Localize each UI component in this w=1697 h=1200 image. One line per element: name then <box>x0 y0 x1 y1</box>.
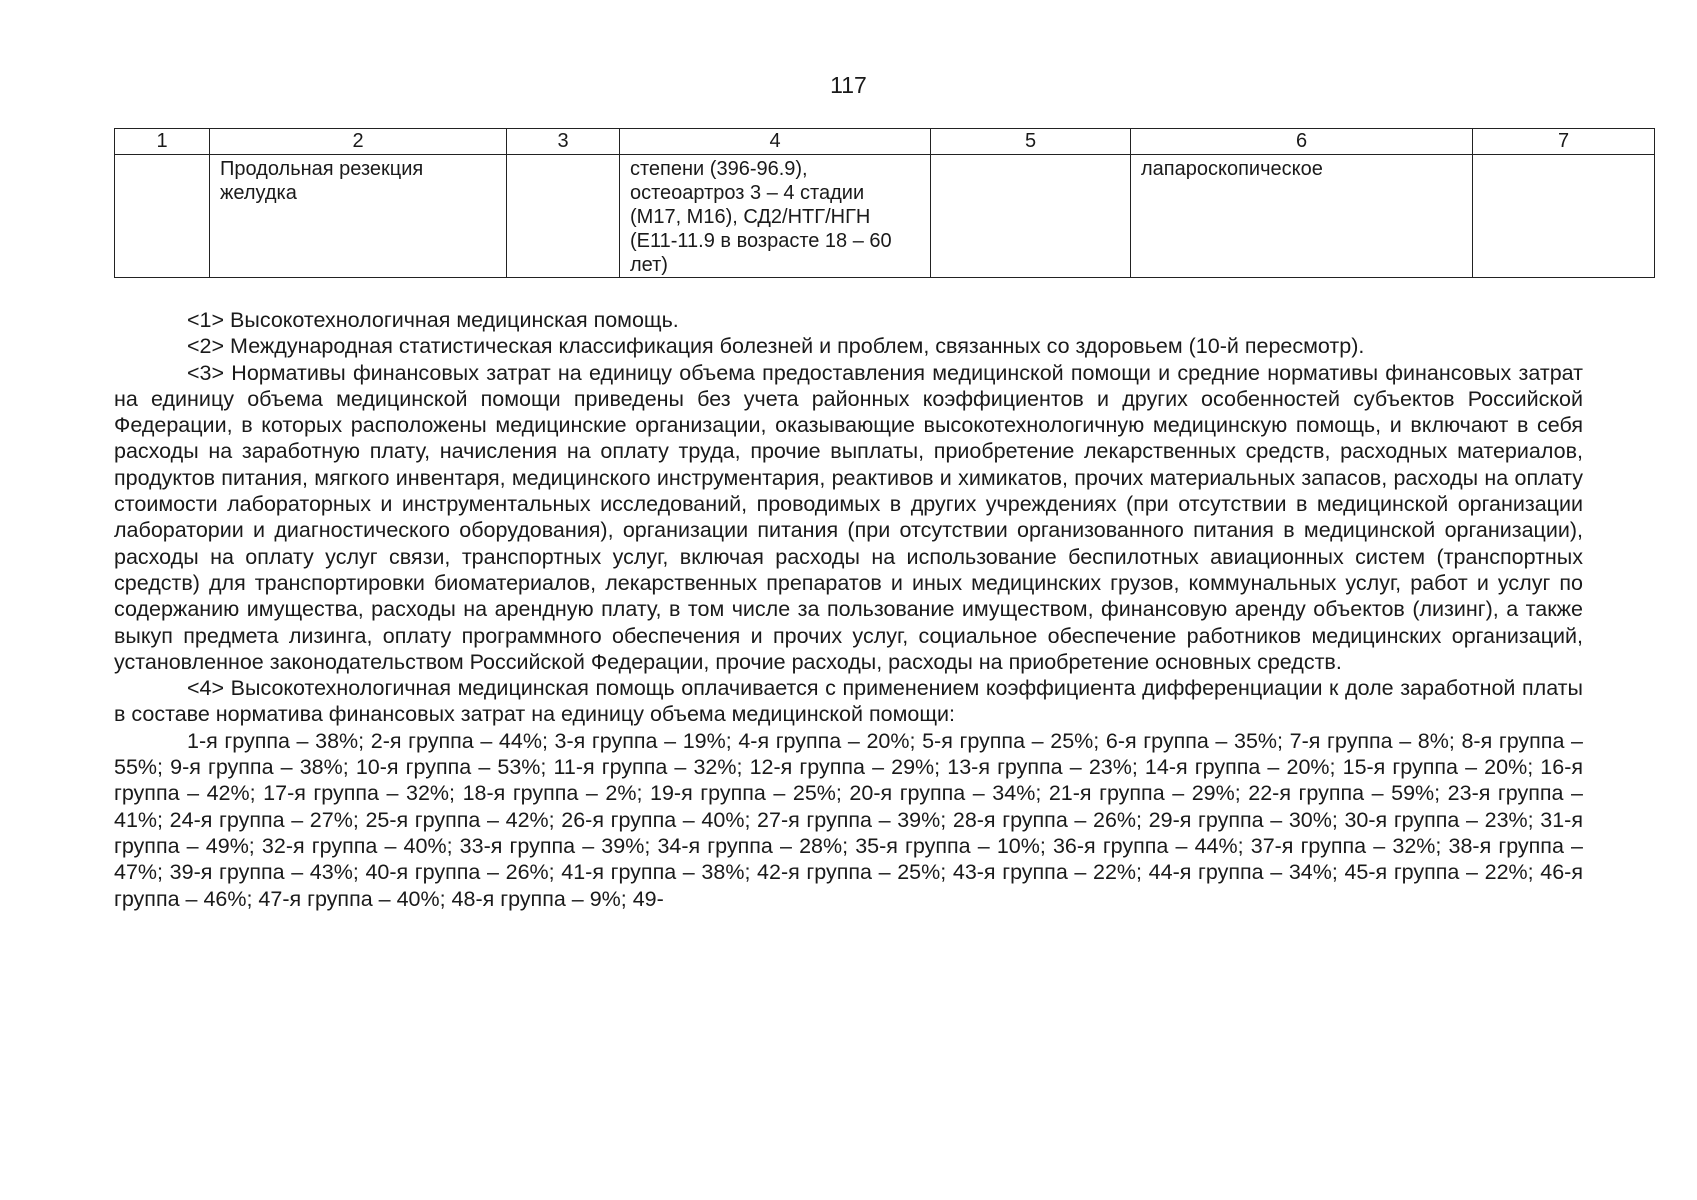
footnote-3: <3> Нормативы финансовых затрат на единицу объема предоставления медицинской помощи и средние нормативы финансовых затрат на единицу объема медицинской помощи приведены без учета районных коэффициентов и других особенностей субъектов Российской Федерации, в которых расположены медицинские организации, оказывающие высокотехнологичную медицинскую помощь, и включают в себя расходы на заработную плату, начисления на оплату труда, прочие выплаты, приобретение лекарственных средств, расходных материалов, продуктов питания, мягкого инвентаря, медицинского инструментария, реактивов и химикатов, прочих материальных запасов, расходы на оплату стоимости лабораторных и инструментальных исследований, проводимых в других учреждениях (при отсутствии в медицинской организации лаборатории и диагностического оборудования), организации питания (при отсутствии организованного питания в медицинской организации), расходы на оплату услуг связи, транспортных услуг, включая расходы на использование беспилотных авиационных систем (транспортных средств) для транспортировки биоматериалов, лекарственных препаратов и иных медицинских грузов, коммунальных услуг, работ и услуг по содержанию имущества, расходы на арендную плату, в том числе за пользование имуществом, финансовую аренду объектов (лизинг), а также выкуп предмета лизинга, оплату программного обеспечения и прочих услуг, социальное обеспечение работников медицинских организаций, установленное законодательством Российской Федерации, прочие расходы, расходы на приобретение основных средств. <box>114 360 1583 674</box>
column-header-5: 5 <box>931 129 1131 155</box>
group-coefficients-paragraph: 1-я группа – 38%; 2-я группа – 44%; 3-я группа – 19%; 4-я группа – 20%; 5-я группа – 25%; 6-я группа – 35%; 7-я группа – 8%; 8-я группа – 55%; 9-я группа – 38%; 10-я группа – 53%; 11-я группа – 32%; 12-я группа – 29%; 13-я группа – 23%; 14-я группа – 20%; 15-я группа – 20%; 16-я группа – 42%; 17-я группа – 32%; 18-я группа – 2%; 19-я группа – 25%; 20-я группа – 34%; 21-я группа – 29%; 22-я группа – 59%; 23-я группа – 41%; 24-я группа – 27%; 25-я группа – 42%; 26-я группа – 40%; 27-я группа – 39%; 28-я группа – 26%; 29-я группа – 30%; 30-я группа – 23%; 31-я группа – 49%; 32-я группа – 40%; 33-я группа – 39%; 34-я группа – 28%; 35-я группа – 10%; 36-я группа – 44%; 37-я группа – 32%; 38-я группа – 47%; 39-я группа – 43%; 40-я группа – 26%; 41-я группа – 38%; 42-я группа – 25%; 43-я группа – 22%; 44-я группа – 34%; 45-я группа – 22%; 46-я группа – 46%; 47-я группа – 40%; 48-я группа – 9%; 49- <box>114 728 1583 911</box>
cell-col5 <box>931 155 1131 278</box>
table-header-row <box>115 129 1655 155</box>
cell-col7 <box>1473 155 1655 278</box>
footnote-2: <2> Международная статистическая классификация болезней и проблем, связанных со здоровьем (10-й пересмотр). <box>187 334 1365 359</box>
cell-diagnosis: степени (396-96.9), остеоартроз 3 – 4 стадии (M17, M16), СД2/НТГ/НГН (E11-11.9 в возрасте 18 – 60 лет) <box>620 155 931 278</box>
column-header-3: 3 <box>507 129 620 155</box>
footnote-1: <1> Высокотехнологичная медицинская помощь. <box>187 308 679 332</box>
cell-col1 <box>115 155 210 278</box>
column-header-1: 1 <box>115 129 210 155</box>
table-row <box>115 155 1655 278</box>
column-header-7: 7 <box>1473 129 1655 155</box>
data-table <box>114 128 1655 278</box>
page-number: 117 <box>830 72 867 98</box>
cell-treatment-method: лапароскопическое <box>1131 155 1473 278</box>
column-header-2: 2 <box>210 129 507 155</box>
footnotes <box>114 307 1583 912</box>
column-header-6: 6 <box>1131 129 1473 155</box>
cell-col3 <box>507 155 620 278</box>
cell-procedure: Продольная резекция желудка <box>210 155 507 278</box>
footnote-4: <4> Высокотехнологичная медицинская помощь оплачивается с применением коэффициента дифференциации к доле заработной платы в составе норматива финансовых затрат на единицу объема медицинской помощи: <box>114 676 1583 727</box>
column-header-4: 4 <box>620 129 931 155</box>
